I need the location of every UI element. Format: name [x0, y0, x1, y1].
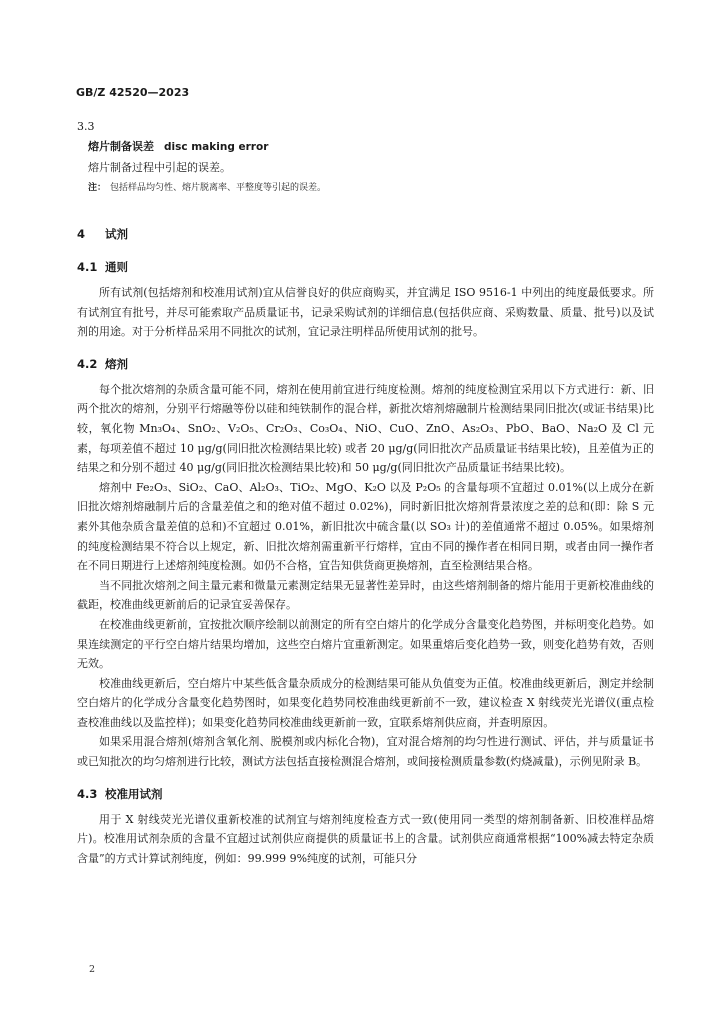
- section-4-2-heading: [77, 356, 654, 372]
- paragraph: 当不同批次熔剂之间主量元素和微量元素测定结果无显著性差异时，由这些熔剂制备的熔片能用于更新校准曲线的截距，校准曲线更新前后的记录宜妥善保存。: [77, 578, 654, 612]
- paragraph: 熔剂中 Fe₂O₃、SiO₂、CaO、Al₂O₃、TiO₂、MgO、K₂O 以及 P₂O₅ 的含量每项不宜超过 0.01%(以上成分在新旧批次熔剂熔融制片后的含量差值之和的绝对值不超过 0.02%)，同时新旧批次熔剂背景浓度之差的总和(即：除 S 元素外其他杂质含量差值的总和)不宜超过 0.01%，新旧批次中硫含量(以 SO₃ 计)的差值通常不超过 0.05%。如果熔剂的纯度检测结果不符合以上规定，新、旧批次熔剂需重新平行熔样，宜由不同的操作者在相同日期，或者由同一操作者在不同日期进行上述熔剂纯度检测。如仍不合格，宜告知供货商更换熔剂，直至检测结果合格。: [77, 480, 654, 573]
- term-title-en: disc making error: [164, 141, 269, 153]
- section-number: 4.1: [77, 260, 98, 274]
- section-4-1-heading: [77, 259, 654, 275]
- section-number: 4: [77, 227, 86, 241]
- term-title: [88, 138, 654, 154]
- paragraph: 如果采用混合熔剂(熔剂含氧化剂、脱模剂或内标化合物)，宜对混合熔剂的均匀性进行测试、评估，并与质量证书或已知批次的均匀熔剂进行比较，测试方法包括直接检测混合熔剂，或间接检测质量参数(灼烧减量)，示例见附录 B。: [77, 735, 654, 769]
- paragraph: 用于 X 射线荧光光谱仪重新校准的试剂宜与熔剂纯度检查方式一致(使用同一类型的熔剂制备新、旧校准样品熔片)。校准用试剂杂质的含量不宜超过试剂供应商提供的质量证书上的含量。试剂供应商通常根据“100%减去特定杂质含量”的方式计算试剂纯度，例如：99.999 9%纯度的试剂，可能只分: [77, 812, 654, 865]
- section-title: 熔剂: [105, 356, 128, 371]
- section-4-heading: [77, 226, 654, 242]
- term-definition: 熔片制备过程中引起的误差。: [88, 161, 231, 174]
- paragraph: 校准曲线更新后，空白熔片中某些低含量杂质成分的检测结果可能从负值变为正值。校准曲线更新后，测定并绘制空白熔片的化学成分含量变化趋势图时，如果变化趋势同校准曲线更新前不一致，建议检查 X 射线荧光光谱仪(重点检查校准曲线以及监控样)；如果变化趋势同校准曲线更新前一致，宜联系熔剂供应商，并查明原因。: [77, 676, 654, 729]
- term-title-zh: 熔片制备误差: [88, 140, 154, 153]
- term-note: [88, 180, 654, 193]
- note-text: 包括样品均匀性、熔片脱离率、平整度等引起的误差。: [110, 183, 327, 193]
- section-title: 校准用试剂: [105, 786, 163, 801]
- page-content: [77, 120, 654, 868]
- paragraph: 每个批次熔剂的杂质含量可能不同，熔剂在使用前宜进行纯度检测。熔剂的纯度检测宜采用以下方式进行：新、旧两个批次的熔剂，分别平行熔融等份以硅和纯铁制作的混合样，新批次熔剂熔融制片检测结果同旧批次(或证书结果)比较，氧化物 Mn₃O₄、SnO₂、V₂O₅、Cr₂O₃、Co₃O₄、NiO、CuO、ZnO、As₂O₃、PbO、BaO、Na₂O 及 Cl 元素，每项差值不超过 10 μg/g(同旧批次检测结果比较) 或者 20 μg/g(同旧批次产品质量证书结果比较)，且差值为正的结果之和分别不超过 40 μg/g(同旧批次检测结果比较)和 50 μg/g(同旧批次产品质量证书结果比较)。: [77, 382, 654, 475]
- paragraph: 所有试剂(包括熔剂和校准用试剂)宜从信誉良好的供应商购买，并宜满足 ISO 9516-1 中列出的纯度最低要求。所有试剂宜有批号，并尽可能索取产品质量证书，记录采购试剂的详细信息(包括供应商、采购数量、质量、批号)以及试剂的用途。对于分析样品采用不同批次的试剂，宜记录注明样品所使用试剂的批号。: [77, 286, 654, 339]
- paragraph: 在校准曲线更新前，宜按批次顺序绘制以前测定的所有空白熔片的化学成分含量变化趋势图，并标明变化趋势。如果连续测定的平行空白熔片结果均增加，这些空白熔片宜重新测定。如果重熔后变化趋势一致，则变化趋势有效，否则无效。: [77, 617, 654, 671]
- standard-code: GB/Z 42520—2023: [76, 86, 190, 99]
- term-number: 3.3: [77, 120, 95, 133]
- section-title: 通则: [105, 260, 128, 274]
- section-title: 试剂: [105, 227, 128, 241]
- section-number: 4.3: [77, 786, 98, 801]
- section-number: 4.2: [77, 356, 98, 371]
- note-label: 注：: [88, 183, 107, 193]
- page-number: 2: [89, 964, 96, 975]
- section-4-3-heading: [77, 786, 654, 802]
